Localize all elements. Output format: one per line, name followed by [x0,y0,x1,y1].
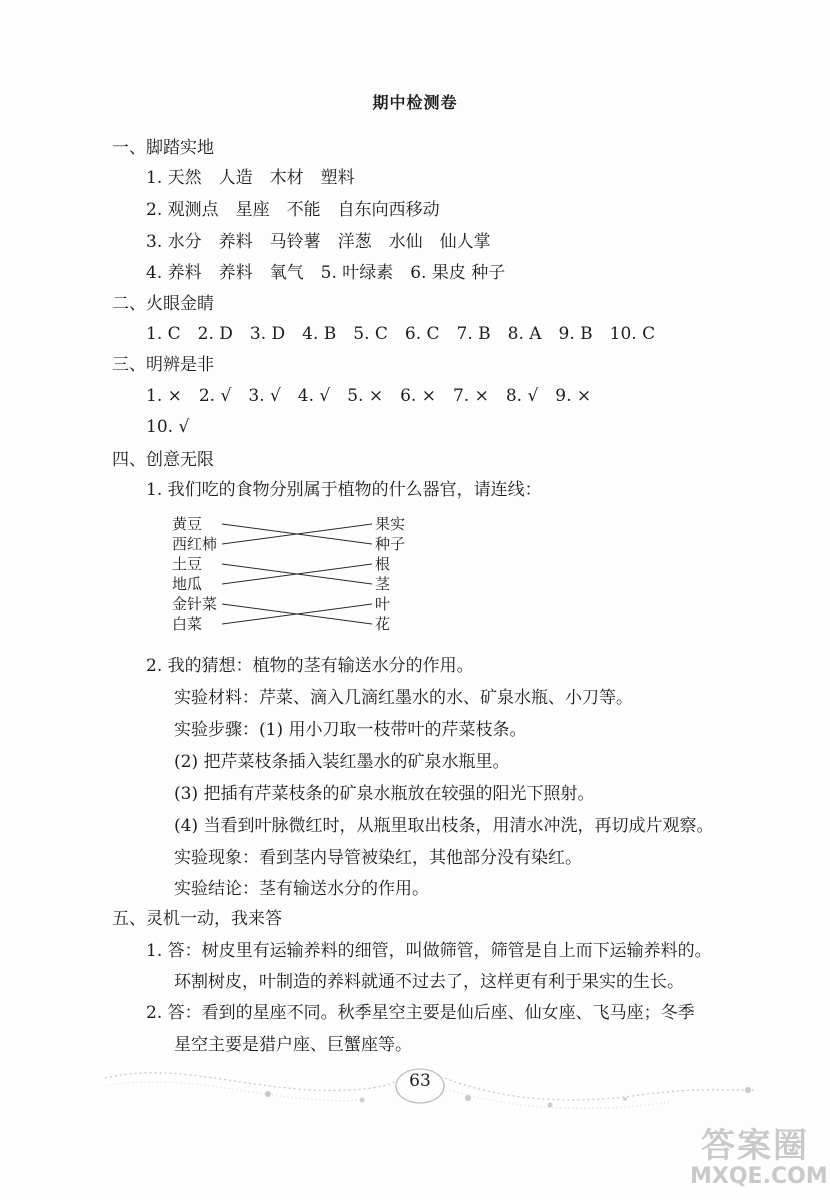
answer-line: 4. 养料 养料 氧气 5. 叶绿素 6. 果皮 种子 [146,263,506,283]
watermark [690,1126,828,1190]
question-line: 2. 我的猜想：植物的茎有输送水分的作用。 [146,656,474,676]
answer-line: 3. 水分 养料 马铃薯 洋葱 水仙 仙人掌 [146,232,491,252]
organ-item: 果实 [375,515,406,533]
answer-line: 环割树皮，叶制造的养料就通不过去了，这样更有利于果实的生长。 [174,972,684,992]
food-item: 白菜 [172,615,203,633]
question-line: 1. 我们吃的食物分别属于植物的什么器官，请连线： [146,480,542,500]
matching-diagram [160,510,420,638]
experiment-line: (4) 当看到叶脉微红时，从瓶里取出枝条，用清水冲洗，再切成片观察。 [174,816,714,836]
organ-item: 叶 [375,595,391,613]
experiment-line: 实验步骤：(1) 用小刀取一枝带叶的芹菜枝条。 [174,720,527,740]
page-title: 期中检测卷 [372,93,458,112]
experiment-line: (3) 把插有芹菜枝条的矿泉水瓶放在较强的阳光下照射。 [174,784,595,804]
organ-item: 根 [375,555,391,573]
watermark-url: MXQE.COM [690,1164,828,1189]
answer-line: 1. 答：树皮里有运输养料的细管，叫做筛管，筛管是自上而下运输养料的。 [146,941,712,961]
organ-item: 茎 [375,575,391,593]
section-heading-3: 三、明辨是非 [112,355,214,375]
food-item: 金针菜 [172,595,218,613]
experiment-line: 实验现象：看到茎内导管被染红，其他部分没有染红。 [174,848,582,868]
answer-line: 1. × 2. √ 3. √ 4. √ 5. × 6. × 7. × 8. √ 9. × [146,386,592,406]
organ-item: 种子 [375,535,406,553]
answer-line: 星空主要是猎户座、巨蟹座等。 [174,1035,412,1055]
section-heading-2: 二、火眼金睛 [112,294,214,314]
answer-line: 2. 答：看到的星座不同。秋季星空主要是仙后座、仙女座、飞马座；冬季 [146,1003,695,1023]
section-heading-1: 一、脚踏实地 [112,138,214,158]
answer-line: 2. 观测点 星座 不能 自东向西移动 [146,200,440,220]
food-item: 黄豆 [172,515,203,533]
answer-line: 1. 天然 人造 木材 塑料 [146,168,355,188]
food-item: 西红柿 [172,535,218,553]
organ-item: 花 [375,615,391,633]
experiment-line: 实验结论：茎有输送水分的作用。 [174,879,429,899]
answer-line: 10. √ [146,417,190,437]
experiment-line: 实验材料：芹菜、滴入几滴红墨水的水、矿泉水瓶、小刀等。 [174,688,633,708]
food-item: 地瓜 [172,575,203,593]
experiment-line: (2) 把芹菜枝条插入装红墨水的矿泉水瓶里。 [174,752,510,772]
food-item: 土豆 [172,555,203,573]
section-heading-4: 四、创意无限 [112,450,214,470]
answer-line: 1. C 2. D 3. D 4. B 5. C 6. C 7. B 8. A 9. B 10. C [146,324,656,344]
watermark-logo: 答案圈 [701,1126,809,1166]
page-number: 63 [409,1071,431,1091]
section-heading-5: 五、灵机一动，我来答 [112,909,282,929]
